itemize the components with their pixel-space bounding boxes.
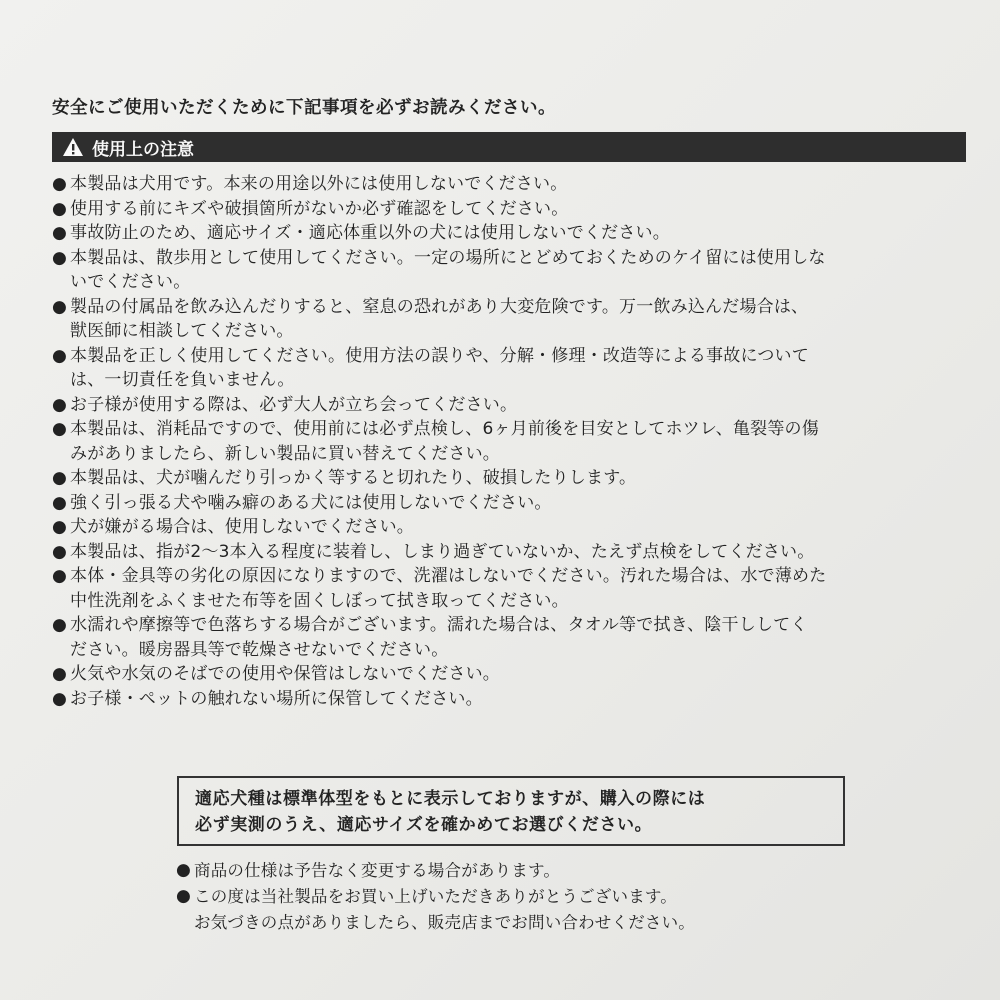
bullet: ● <box>52 615 68 635</box>
footer-item <box>176 858 876 884</box>
caution-text: 犬が嫌がる場合は、使用しないでください。 <box>70 517 414 537</box>
bullet: ● <box>52 492 68 513</box>
bullet: ● <box>52 664 68 684</box>
footer-text: 商品の仕様は予告なく変更する場合があります。 <box>194 861 561 880</box>
caution-item <box>52 172 972 197</box>
caution-text: 本製品は、消耗品ですので、使用前には必ず点検し、6ヶ月前後を目安としてホツレ、亀裂等の傷 みがありましたら、新しい製品に買い替えてください。 <box>70 419 819 464</box>
bullet: ● <box>52 394 68 415</box>
caution-text: 火気や水気のそばでの使用や保管はしないでください。 <box>70 664 500 684</box>
caution-item <box>52 417 972 466</box>
bullet: ● <box>52 541 68 562</box>
bullet: ● <box>52 198 68 219</box>
caution-text: 本製品を正しく使用してください。使用方法の誤りや、分解・修理・改造等による事故について は、一切責任を負いません。 <box>70 345 809 390</box>
caution-item <box>52 344 972 393</box>
caution-item <box>52 491 972 516</box>
caution-item <box>52 687 972 712</box>
caution-item <box>52 393 972 418</box>
warning-icon <box>62 137 84 157</box>
caution-item <box>52 662 972 687</box>
caution-text: 水濡れや摩擦等で色落ちする場合がございます。濡れた場合は、タオル等で拭き、陰干ししてく ださい。暖房器具等で乾燥させないでください。 <box>70 615 808 660</box>
bullet: ● <box>52 296 68 317</box>
bullet: ● <box>52 247 68 268</box>
caution-text: 本製品は、指が2〜3本入る程度に装着し、しまり過ぎていないか、たえず点検をしてください。 <box>70 541 815 562</box>
bullet: ● <box>52 468 68 488</box>
caution-list <box>52 172 972 711</box>
caution-item <box>52 246 972 295</box>
caution-item <box>52 295 972 344</box>
caution-text: 本製品は、犬が噛んだり引っかく等すると切れたり、破損したりします。 <box>70 468 637 488</box>
caution-text: 製品の付属品を飲み込んだりすると、窒息の恐れがあり大変危険です。万一飲み込んだ場合は、 獣医師に相談してください。 <box>70 296 809 341</box>
caution-text: 本体・金具等の劣化の原因になりますので、洗濯はしないでください。汚れた場合は、水で薄めた 中性洗剤をふくませた布等を固くしぼって拭き取ってください。 <box>70 566 827 611</box>
bullet: ● <box>52 174 68 194</box>
caution-text: 事故防止のため、適応サイズ・適応体重以外の犬には使用しないでください。 <box>70 223 670 243</box>
bullet: ● <box>52 223 68 243</box>
bullet: ● <box>52 566 68 586</box>
intro-text: 安全にご使用いただくために下記事項を必ずお読みください。 <box>52 98 556 118</box>
bullet: ● <box>52 688 68 709</box>
caution-text: 強く引っ張る犬や噛み癖のある犬には使用しないでください。 <box>70 492 552 513</box>
caution-item <box>52 613 972 662</box>
bullet: ● <box>52 517 68 537</box>
caution-text: 使用する前にキズや破損箇所がないか必ず確認をしてください。 <box>70 198 569 219</box>
caution-item <box>52 564 972 613</box>
caution-item <box>52 515 972 540</box>
caution-item <box>52 197 972 222</box>
bullet: ● <box>52 419 68 439</box>
bullet: ● <box>176 860 192 880</box>
bullet: ● <box>52 345 68 366</box>
caution-text: 本製品は、散歩用として使用してください。一定の場所にとどめておくためのケイ留には使用しな いでください。 <box>70 247 826 292</box>
caution-text: お子様・ペットの触れない場所に保管してください。 <box>70 688 483 709</box>
footer-notes <box>176 858 876 936</box>
caution-item <box>52 221 972 246</box>
caution-text: 本製品は犬用です。本来の用途以外には使用しないでください。 <box>70 174 568 194</box>
bullet: ● <box>176 886 192 906</box>
size-notice-box: 適応犬種は標準体型をもとに表示しておりますが、購入の際には 必ず実測のうえ、適応サイズを確かめてお選びください。 <box>177 776 845 846</box>
footer-text: この度は当社製品をお買い上げいただきありがとうございます。 お気づきの点がありましたら、販売店までお問い合わせください。 <box>194 887 695 932</box>
footer-item <box>176 884 876 936</box>
caution-sheet <box>52 96 972 711</box>
section-header <box>52 132 966 162</box>
caution-text: お子様が使用する際は、必ず大人が立ち会ってください。 <box>70 394 518 415</box>
caution-item <box>52 466 972 491</box>
section-title: 使用上の注意 <box>92 139 194 160</box>
caution-item <box>52 540 972 565</box>
